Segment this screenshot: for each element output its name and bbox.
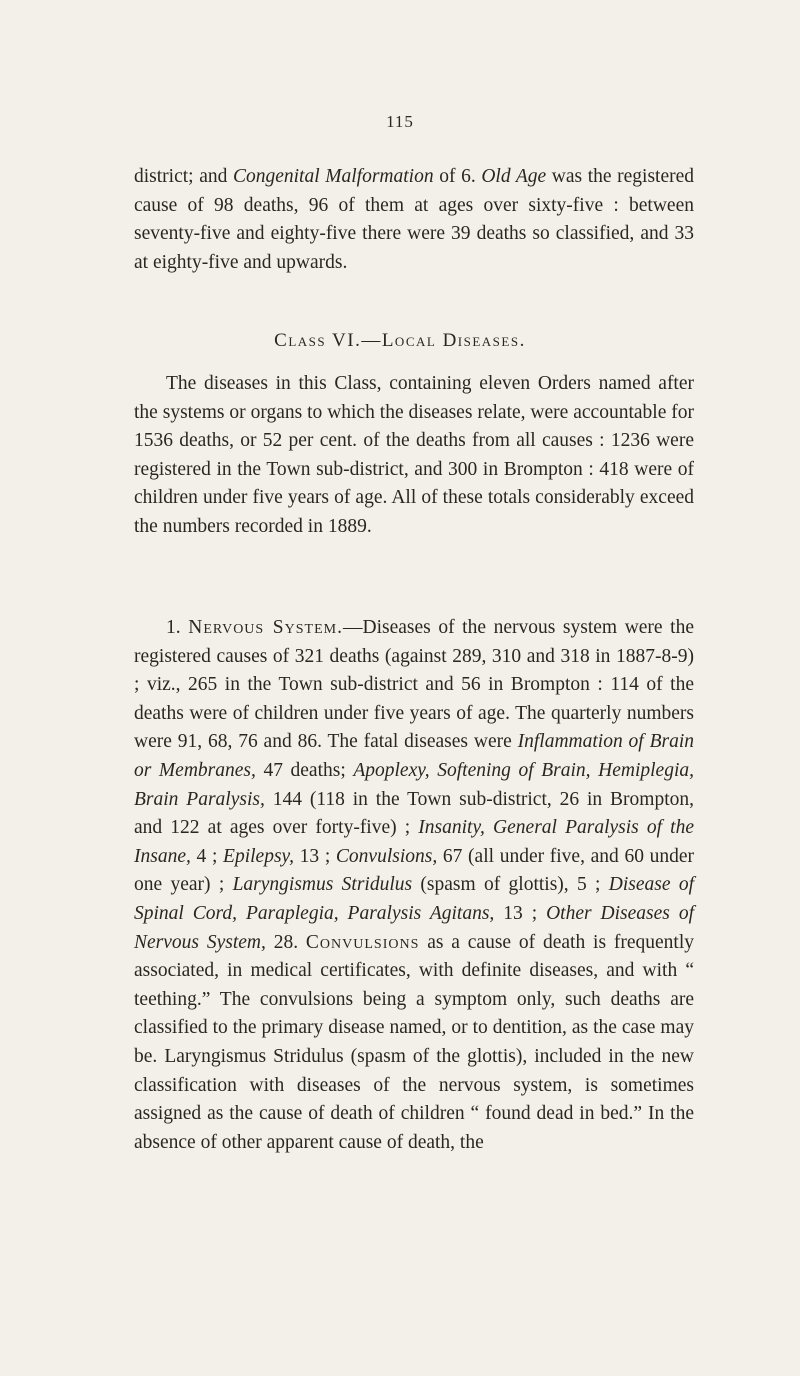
para3-text: as a cause of death is frequently associated, in medical certificates, with definite diseases, and with “ teething.” The convulsions being a symptom only, such deaths are classified to the primary disease named, or to dentition, as the case may be. Laryngismus Stridulus (spasm of the glottis), included in the new classification with diseases of the nervous system, is sometimes assigned as the cause of death of children “ found dead in bed.” In the absence of other apparent cause of death, the: [134, 931, 694, 1153]
para3-smallcaps: Nervous System.: [188, 617, 343, 638]
para3-text: 13 ;: [294, 845, 336, 867]
section-heading: Class VI.—Local Diseases.: [274, 330, 526, 351]
para3-italic: Disease of Spinal Cord, Paraplegia, Paralysis Agitans,: [134, 874, 695, 924]
para1-text: was the registered cause of 98 deaths, 96 of them at ages over sixty-five : between seventy-five and eighty-five there were 39 deaths so classified, and 33 at eighty-five and upwards.: [134, 166, 695, 273]
para3-text: —Diseases of the nervous system were the registered causes of 321 deaths (against 289, 310 and 318 in 1887-8-9) ; viz., 265 in the Town sub-district and 56 in Brompton : 114 of the deaths were of children under five years of age. The quarterly numbers were 91, 68, 76 and 86. The fatal diseases were: [134, 617, 695, 753]
paragraph-nervous-system: [134, 614, 694, 1157]
para3-italic: Inflammation of Brain or Membranes,: [134, 731, 694, 781]
para3-text: 47 deaths;: [255, 759, 354, 781]
para3-italic: Insanity, General Paralysis of the Insane,: [134, 817, 694, 867]
para3-text: 13 ;: [494, 902, 547, 924]
para3-text: (spasm of glottis), 5 ;: [412, 874, 609, 896]
para3-italic: Other Diseases of Nervous System,: [134, 902, 694, 953]
para3-text: 67 (all under five, and 60 under one year) ;: [134, 845, 695, 896]
para3-text: 28.: [265, 931, 306, 953]
page-number: 115: [386, 112, 414, 131]
para1-text: of 6.: [433, 166, 482, 187]
para3-smallcaps: Convulsions: [305, 931, 420, 953]
para3-text: 1.: [166, 617, 189, 638]
paragraph-local-diseases: [134, 370, 694, 542]
para3-italic: Laryngismus Stridulus: [232, 874, 413, 896]
para3-text: 4 ;: [190, 845, 224, 867]
para1-italic: Congenital Malformation: [232, 166, 434, 187]
para1-italic: Old Age: [481, 166, 547, 187]
para3-italic: Epilepsy,: [223, 845, 294, 867]
para3-italic: Convulsions,: [335, 845, 438, 867]
para1-text: district; and: [134, 166, 233, 187]
para2-text: The diseases in this Class, containing eleven Orders named after the systems or organs to which the diseases relate, were accountable for 1536 deaths, or 52 per cent. of the deaths from all causes : 1236 were registered in the Town sub-district, and 300 in Brompton : 418 were of children under five years of age. All of these totals considerably exceed the numbers recorded in 1889.: [134, 373, 694, 537]
para3-text: 144 (118 in the Town sub-district, 26 in Brompton, and 122 at ages over forty-five) ;: [134, 788, 694, 839]
para3-italic: Apoplexy, Softening of Brain, Hemiplegia, Brain Paralysis,: [134, 759, 694, 810]
paragraph-old-age: [134, 163, 694, 277]
